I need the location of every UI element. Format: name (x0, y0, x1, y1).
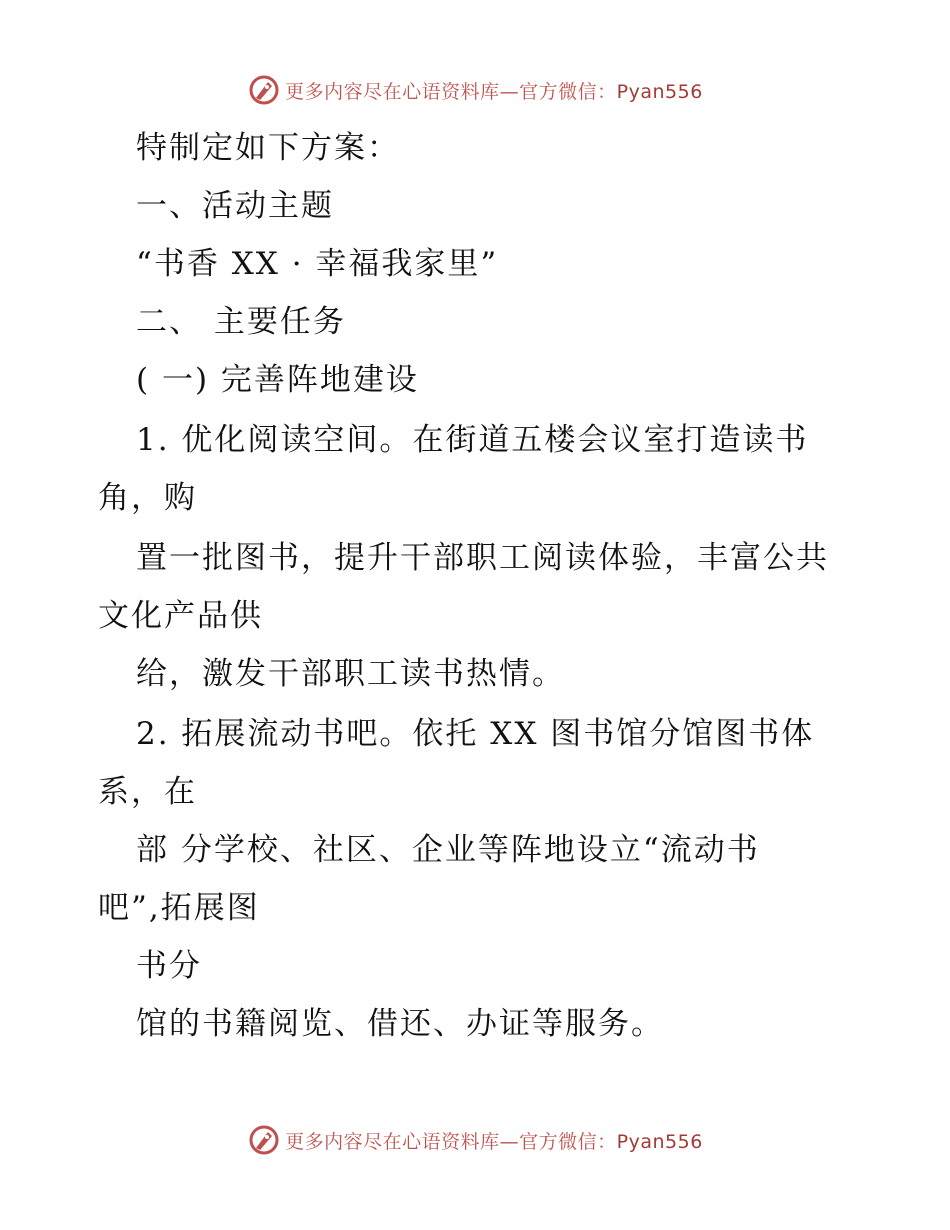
pen-nib-logo-icon (247, 73, 281, 107)
paragraph-line: 给，激发干部职工读书热情。 (136, 656, 565, 692)
watermark-text: 更多内容尽在心语资料库—官方微信： (285, 80, 617, 103)
subsection-heading: ( 一) 完善阵地建设 (136, 362, 419, 398)
paragraph-line: 置一批图书，提升干部职工阅读体验，丰富公共 (136, 540, 829, 576)
paragraph-line: 馆的书籍阅览、借还、办证等服务。 (136, 1006, 664, 1042)
paragraph-line: 书分 (136, 948, 202, 984)
paragraph-line: 文化产品供 (98, 598, 263, 634)
paragraph-line: 吧”,拓展图 (98, 890, 260, 926)
paragraph-line: 部 分学校、社区、企业等阵地设立“流动书 (136, 832, 760, 868)
watermark-id: Pyan556 (616, 80, 703, 103)
footer-watermark (0, 1120, 950, 1160)
section-heading-1: 一、活动主题 (136, 188, 334, 224)
paragraph-line: 1. 优化阅读空间。在街道五楼会议室打造读书 (136, 422, 809, 458)
paragraph-line: 2. 拓展流动书吧。依托 XX 图书馆分馆图书体 (136, 716, 815, 752)
watermark-id: Pyan556 (616, 1130, 703, 1153)
intro-line: 特制定如下方案： (136, 130, 400, 166)
watermark-text: 更多内容尽在心语资料库—官方微信： (285, 1130, 617, 1153)
section-heading-2: 二、 主要任务 (136, 304, 346, 340)
theme-title: “书香 XX · 幸福我家里” (136, 246, 499, 282)
paragraph-line: 角，购 (98, 480, 197, 516)
paragraph-line: 系，在 (98, 774, 197, 810)
header-watermark (0, 70, 950, 110)
pen-nib-logo-icon (247, 1123, 281, 1157)
